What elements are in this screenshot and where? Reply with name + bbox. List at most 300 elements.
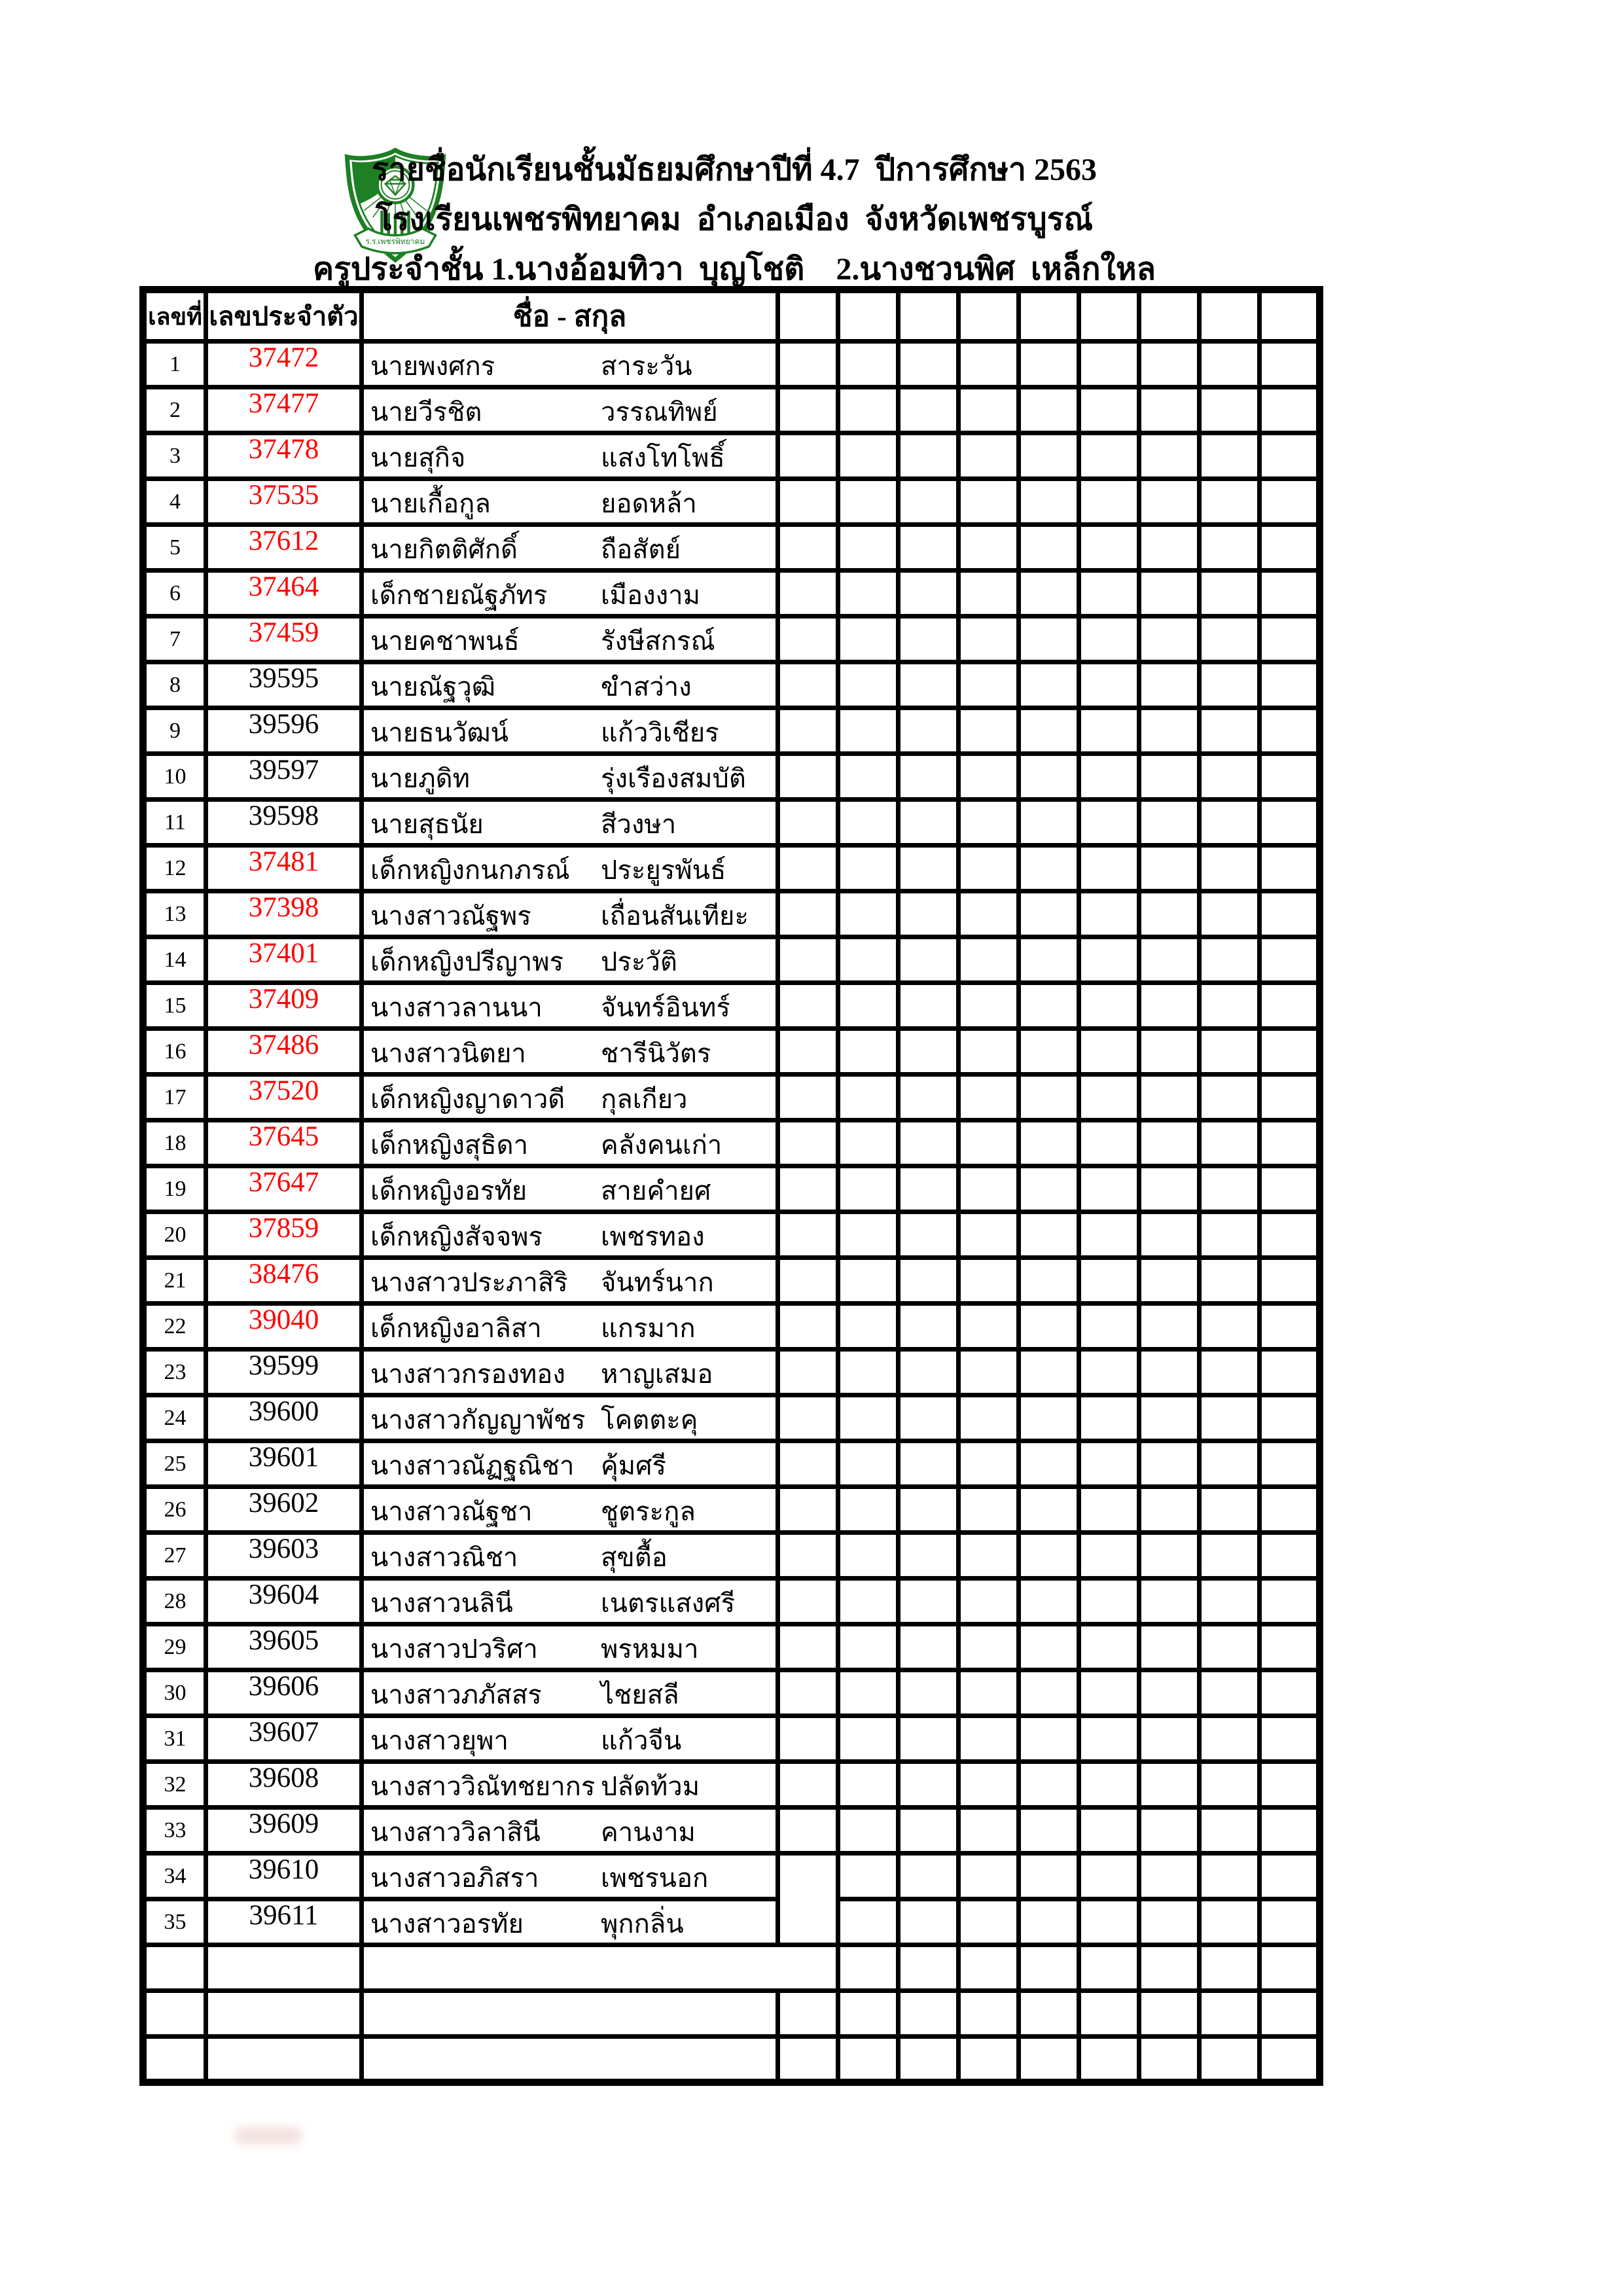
student-id-cell: 39605 — [206, 1624, 362, 1670]
student-row — [143, 433, 1320, 479]
student-id-cell: 39609 — [206, 1808, 362, 1854]
row-number-cell: 12 — [143, 846, 206, 891]
blank-cell — [778, 1166, 838, 1212]
blank-cell — [778, 2037, 838, 2083]
blank-cell — [838, 342, 899, 387]
empty-row — [143, 2037, 1320, 2083]
blank-cell — [1019, 1716, 1079, 1762]
blank-cell — [1019, 1670, 1079, 1716]
blank-cell — [1260, 1716, 1320, 1762]
blank-cell — [778, 1441, 838, 1487]
last-name: คลังคนเก่า — [601, 1130, 722, 1160]
student-row — [143, 1166, 1320, 1212]
scan-smudge-artifact — [234, 2127, 302, 2144]
blank-cell — [778, 891, 838, 937]
blank-cell — [1019, 1075, 1079, 1121]
row-number-cell — [143, 1945, 206, 1991]
last-name: สุขตื้อ — [601, 1543, 668, 1572]
row-number-cell: 34 — [143, 1854, 206, 1899]
blank-cell — [959, 387, 1019, 433]
blank-cell — [1260, 617, 1320, 662]
blank-cell — [1139, 479, 1200, 525]
student-name-cell — [362, 1212, 778, 1258]
blank-cell — [1200, 1075, 1260, 1121]
row-number-cell: 11 — [143, 800, 206, 846]
blank-cell — [899, 1854, 959, 1899]
student-row — [143, 1624, 1320, 1670]
student-name-cell — [362, 1166, 778, 1212]
blank-cell — [1139, 1945, 1200, 1991]
blank-cell — [1079, 342, 1139, 387]
blank-cell — [778, 754, 838, 800]
blank-cell — [899, 2037, 959, 2083]
blank-cell — [1139, 571, 1200, 617]
empty-row — [143, 1991, 1320, 2037]
row-number-cell: 28 — [143, 1579, 206, 1624]
blank-cell — [1260, 1029, 1320, 1075]
blank-cell — [1260, 1350, 1320, 1395]
blank-cell — [838, 1304, 899, 1350]
blank-cell — [1079, 1945, 1139, 1991]
blank-cell — [1019, 1441, 1079, 1487]
student-row — [143, 1487, 1320, 1533]
blank-cell — [1260, 1075, 1320, 1121]
blank-cell — [1019, 479, 1079, 525]
blank-cell — [959, 1808, 1019, 1854]
row-number-cell: 33 — [143, 1808, 206, 1854]
blank-cell — [1260, 1808, 1320, 1854]
blank-cell — [1079, 525, 1139, 571]
student-name-cell — [362, 1533, 778, 1579]
first-name: นางสาวอรทัย — [370, 1909, 524, 1939]
student-row — [143, 662, 1320, 708]
crest-ribbon-text: ร.ร.เพชรพิทยาคม — [365, 237, 425, 247]
blank-cell — [959, 1075, 1019, 1121]
blank-cell — [1260, 1762, 1320, 1808]
blank-cell — [899, 571, 959, 617]
student-row — [143, 983, 1320, 1029]
blank-cell — [1139, 387, 1200, 433]
blank-cell — [1139, 983, 1200, 1029]
blank-cell — [1139, 1166, 1200, 1212]
last-name: เพชรทอง — [601, 1222, 705, 1251]
first-name: นางสาวประภาสิริ — [370, 1268, 568, 1297]
blank-cell — [1019, 754, 1079, 800]
blank-cell — [1260, 1166, 1320, 1212]
last-name: โคตตะคุ — [601, 1405, 698, 1435]
student-row — [143, 891, 1320, 937]
last-name: ถือสัตย์ — [601, 535, 681, 564]
blank-cell — [1260, 1624, 1320, 1670]
last-name: เถื่อนสันเทียะ — [601, 901, 749, 931]
blank-cell — [899, 708, 959, 754]
blank-cell — [838, 1762, 899, 1808]
blank-cell — [1019, 1533, 1079, 1579]
blank-cell — [1079, 1258, 1139, 1304]
first-name: นางสาวณัฏฐณิชา — [370, 1451, 575, 1480]
blank-cell — [1019, 937, 1079, 983]
blank-cell — [838, 2037, 899, 2083]
blank-cell — [778, 1854, 838, 1945]
blank-cell — [1019, 617, 1079, 662]
last-name: แก้ววิเชียร — [601, 718, 719, 747]
blank-cell — [1200, 1624, 1260, 1670]
blank-cell — [1260, 1670, 1320, 1716]
blank-cell — [1079, 1212, 1139, 1258]
blank-cell — [899, 479, 959, 525]
blank-cell — [1019, 433, 1079, 479]
student-id-cell: 39596 — [206, 708, 362, 754]
last-name: สีวงษา — [601, 810, 677, 839]
blank-cell — [959, 1350, 1019, 1395]
blank-cell — [1200, 1304, 1260, 1350]
blank-cell — [1019, 1579, 1079, 1624]
blank-cell — [959, 983, 1019, 1029]
row-number-cell: 5 — [143, 525, 206, 571]
blank-cell — [1079, 846, 1139, 891]
blank-header-cell — [1260, 290, 1320, 342]
blank-cell — [899, 1808, 959, 1854]
student-row — [143, 1854, 1320, 1899]
first-name: นายภูดิท — [370, 764, 470, 793]
blank-header-cell — [1200, 290, 1260, 342]
last-name: สายคำยศ — [601, 1176, 711, 1206]
last-name: รังษีสกรณ์ — [601, 626, 715, 656]
student-id-cell: 37401 — [206, 937, 362, 983]
student-id-cell: 37535 — [206, 479, 362, 525]
blank-cell — [1079, 983, 1139, 1029]
first-name: เด็กหญิงกนกภรณ์ — [370, 855, 570, 885]
blank-cell — [778, 479, 838, 525]
blank-cell — [899, 1258, 959, 1304]
blank-cell — [838, 846, 899, 891]
blank-cell — [1260, 342, 1320, 387]
blank-cell — [959, 1121, 1019, 1166]
last-name: แก้วจีน — [601, 1726, 682, 1755]
row-number-cell: 2 — [143, 387, 206, 433]
blank-cell — [1019, 800, 1079, 846]
student-name-cell — [362, 479, 778, 525]
blank-cell — [778, 1991, 838, 2037]
blank-cell — [1139, 937, 1200, 983]
student-row — [143, 479, 1320, 525]
blank-cell — [1139, 1487, 1200, 1533]
blank-cell — [1079, 1304, 1139, 1350]
last-name: จันทร์อินทร์ — [601, 993, 730, 1022]
blank-cell — [959, 1395, 1019, 1441]
blank-cell — [778, 387, 838, 433]
student-id-cell: 39597 — [206, 754, 362, 800]
student-id-cell: 39611 — [206, 1899, 362, 1945]
blank-cell — [1079, 891, 1139, 937]
blank-cell — [1139, 1075, 1200, 1121]
student-name-cell — [362, 754, 778, 800]
page-title: รายชื่อนักเรียนชั้นมัธยมศึกษาปีที่ 4.7 ปีการศึกษา 2563 — [372, 152, 1097, 187]
blank-cell — [1079, 1991, 1139, 2037]
blank-cell — [1200, 2037, 1260, 2083]
blank-cell — [1079, 662, 1139, 708]
blank-cell — [1139, 617, 1200, 662]
student-name-cell — [362, 1350, 778, 1395]
blank-cell — [899, 754, 959, 800]
blank-cell — [959, 1579, 1019, 1624]
blank-cell — [1139, 1441, 1200, 1487]
blank-cell — [1079, 433, 1139, 479]
blank-cell — [778, 1762, 838, 1808]
blank-cell — [1079, 1533, 1139, 1579]
blank-cell — [1019, 1304, 1079, 1350]
blank-cell — [1139, 433, 1200, 479]
blank-cell — [1079, 1670, 1139, 1716]
student-id-cell: 37481 — [206, 846, 362, 891]
last-name: เนตรแสงศรี — [601, 1588, 736, 1618]
last-name: ประวัติ — [601, 947, 677, 977]
blank-cell — [959, 1487, 1019, 1533]
blank-cell — [1139, 708, 1200, 754]
student-name-cell — [362, 1854, 778, 1899]
blank-cell — [1079, 1899, 1139, 1945]
blank-cell — [1019, 1487, 1079, 1533]
blank-cell — [1200, 891, 1260, 937]
column-header-id: เลขประจำตัว — [206, 290, 362, 342]
last-name: สาระวัน — [601, 351, 692, 381]
blank-cell — [838, 1624, 899, 1670]
first-name: นางสาวยุพา — [370, 1726, 508, 1755]
blank-cell — [778, 1808, 838, 1854]
blank-cell — [1260, 1212, 1320, 1258]
blank-cell — [1079, 1075, 1139, 1121]
blank-cell — [1019, 662, 1079, 708]
blank-cell — [1200, 387, 1260, 433]
student-row — [143, 617, 1320, 662]
blank-cell — [838, 1350, 899, 1395]
blank-cell — [1260, 1991, 1320, 2037]
blank-cell — [1260, 1258, 1320, 1304]
blank-cell — [778, 1212, 838, 1258]
homeroom-teachers-line: ครูประจำชั้น 1.นางอ้อมทิวา บุญโชติ 2.นางชวนพิศ เหล็กใหล — [312, 252, 1156, 287]
student-id-cell: 37486 — [206, 1029, 362, 1075]
blank-cell — [1079, 617, 1139, 662]
blank-cell — [959, 1991, 1019, 2037]
first-name: นางสาวนลินี — [370, 1588, 513, 1618]
blank-cell — [838, 1533, 899, 1579]
blank-cell — [1260, 479, 1320, 525]
student-row — [143, 1121, 1320, 1166]
last-name: แสงโทโพธิ์ — [601, 443, 725, 473]
student-name-cell — [362, 1487, 778, 1533]
blank-cell — [959, 891, 1019, 937]
student-row — [143, 1258, 1320, 1304]
blank-cell — [778, 846, 838, 891]
student-name-cell — [362, 1624, 778, 1670]
blank-cell — [959, 1258, 1019, 1304]
blank-cell — [1019, 1029, 1079, 1075]
first-name: นายคชาพนธ์ — [370, 626, 520, 656]
blank-cell — [1260, 1487, 1320, 1533]
blank-cell — [899, 342, 959, 387]
student-id-cell: 37409 — [206, 983, 362, 1029]
blank-cell — [778, 937, 838, 983]
blank-cell — [838, 800, 899, 846]
row-number-cell: 24 — [143, 1395, 206, 1441]
blank-cell — [1139, 891, 1200, 937]
first-name: เด็กหญิงญาดาวดี — [370, 1085, 565, 1114]
student-name-cell — [362, 1395, 778, 1441]
student-id-cell: 37477 — [206, 387, 362, 433]
student-id-cell: 38476 — [206, 1258, 362, 1304]
blank-cell — [1139, 662, 1200, 708]
blank-cell — [838, 937, 899, 983]
student-name-cell — [362, 1762, 778, 1808]
student-id-cell: 37612 — [206, 525, 362, 571]
student-id-cell — [206, 1945, 362, 1991]
blank-cell — [899, 1121, 959, 1166]
blank-cell — [1139, 525, 1200, 571]
student-row — [143, 525, 1320, 571]
blank-cell — [1079, 571, 1139, 617]
blank-cell — [838, 754, 899, 800]
blank-header-cell — [1139, 290, 1200, 342]
blank-cell — [1019, 1258, 1079, 1304]
first-name: นายสุกิจ — [370, 443, 466, 473]
student-name-cell — [362, 800, 778, 846]
last-name: หาญเสมอ — [601, 1359, 713, 1389]
blank-cell — [778, 1121, 838, 1166]
blank-cell — [959, 846, 1019, 891]
blank-cell — [1079, 1121, 1139, 1166]
student-row — [143, 1533, 1320, 1579]
blank-cell — [1200, 662, 1260, 708]
blank-cell — [1260, 1304, 1320, 1350]
blank-cell — [959, 662, 1019, 708]
blank-cell — [1019, 387, 1079, 433]
first-name: นางสาวณิชา — [370, 1543, 518, 1572]
blank-cell — [899, 1350, 959, 1395]
student-id-cell: 39601 — [206, 1441, 362, 1487]
blank-cell — [959, 433, 1019, 479]
last-name: ขำสว่าง — [601, 672, 692, 702]
blank-cell — [1260, 846, 1320, 891]
blank-cell — [1260, 754, 1320, 800]
row-number-cell: 20 — [143, 1212, 206, 1258]
blank-cell — [959, 1166, 1019, 1212]
first-name: เด็กหญิงอาลิสา — [370, 1314, 542, 1343]
blank-cell — [778, 1029, 838, 1075]
student-id-cell: 39604 — [206, 1579, 362, 1624]
student-row — [143, 571, 1320, 617]
blank-cell — [778, 433, 838, 479]
blank-cell — [959, 2037, 1019, 2083]
blank-cell — [1260, 1441, 1320, 1487]
blank-cell — [1139, 1121, 1200, 1166]
blank-cell — [899, 1029, 959, 1075]
student-row — [143, 937, 1320, 983]
row-number-cell: 29 — [143, 1624, 206, 1670]
row-number-cell: 26 — [143, 1487, 206, 1533]
blank-cell — [838, 1166, 899, 1212]
blank-cell — [899, 1212, 959, 1258]
row-number-cell: 30 — [143, 1670, 206, 1716]
blank-cell — [778, 662, 838, 708]
blank-cell — [838, 479, 899, 525]
student-name-cell — [362, 891, 778, 937]
blank-cell — [1079, 1350, 1139, 1395]
blank-cell — [1079, 708, 1139, 754]
blank-cell — [838, 662, 899, 708]
student-name-cell — [362, 342, 778, 387]
student-id-cell: 37464 — [206, 571, 362, 617]
blank-cell — [1019, 1350, 1079, 1395]
first-name: นายณัฐวุฒิ — [370, 672, 496, 702]
blank-cell — [838, 983, 899, 1029]
student-name-cell — [362, 937, 778, 983]
blank-cell — [1019, 571, 1079, 617]
blank-cell — [1019, 1808, 1079, 1854]
row-number-cell: 6 — [143, 571, 206, 617]
blank-cell — [1019, 1945, 1079, 1991]
blank-cell — [778, 525, 838, 571]
blank-cell — [838, 1716, 899, 1762]
blank-cell — [1200, 1166, 1260, 1212]
blank-cell — [1260, 1395, 1320, 1441]
first-name: เด็กหญิงสุธิดา — [370, 1130, 529, 1160]
blank-cell — [1200, 1991, 1260, 2037]
blank-cell — [899, 1533, 959, 1579]
blank-cell — [899, 617, 959, 662]
student-id-cell: 37859 — [206, 1212, 362, 1258]
blank-header-cell — [899, 290, 959, 342]
blank-cell — [959, 571, 1019, 617]
blank-cell — [899, 1899, 959, 1945]
blank-cell — [1019, 1121, 1079, 1166]
blank-cell — [1139, 1212, 1200, 1258]
blank-cell — [1139, 1533, 1200, 1579]
blank-cell — [1139, 2037, 1200, 2083]
blank-cell — [1139, 1579, 1200, 1624]
blank-cell — [838, 433, 899, 479]
blank-cell — [1260, 708, 1320, 754]
blank-cell — [1200, 1716, 1260, 1762]
student-id-cell: 39610 — [206, 1854, 362, 1899]
blank-cell — [1200, 1121, 1260, 1166]
blank-cell — [1079, 1395, 1139, 1441]
first-name: นางสาวกัญญาพัชร — [370, 1405, 586, 1435]
student-id-cell: 37520 — [206, 1075, 362, 1121]
row-number-cell: 4 — [143, 479, 206, 525]
last-name: จันทร์นาก — [601, 1268, 714, 1297]
student-name-cell — [362, 983, 778, 1029]
column-header-name: ชื่อ - สกุล — [362, 290, 778, 342]
student-name-cell — [362, 1716, 778, 1762]
last-name: คานงาม — [601, 1818, 696, 1847]
row-number-cell: 3 — [143, 433, 206, 479]
blank-cell — [1139, 1258, 1200, 1304]
student-id-cell: 39602 — [206, 1487, 362, 1533]
student-row — [143, 1029, 1320, 1075]
student-id-cell — [206, 1991, 362, 2037]
row-number-cell: 7 — [143, 617, 206, 662]
first-name: นายสุธนัย — [370, 810, 484, 839]
blank-cell — [1079, 800, 1139, 846]
student-roster-table — [139, 286, 1323, 2086]
blank-cell — [1260, 1121, 1320, 1166]
blank-cell — [899, 846, 959, 891]
first-name: นางสาวภภัสสร — [370, 1680, 542, 1710]
blank-cell — [1200, 1670, 1260, 1716]
blank-cell — [1139, 1350, 1200, 1395]
blank-cell — [1200, 1762, 1260, 1808]
last-name: แกรมาก — [601, 1314, 696, 1343]
